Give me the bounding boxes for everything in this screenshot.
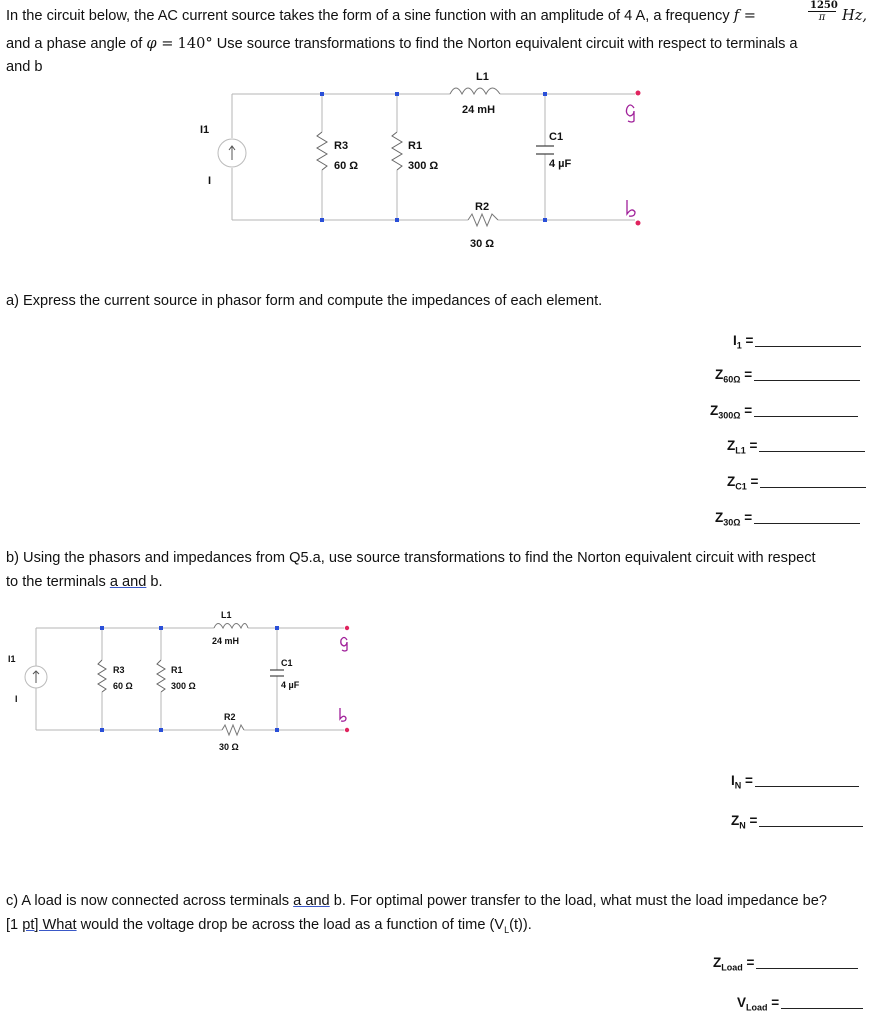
r2-name: R2 — [224, 712, 236, 722]
answer-field[interactable] — [737, 995, 863, 1013]
answer-equals: = — [740, 510, 753, 525]
frequency-fraction — [808, 0, 836, 23]
answer-subscript: L1 — [735, 445, 746, 456]
answer-equals: = — [767, 995, 780, 1010]
part-b-question-line-1: b) Using the phasors and impedances from Q5.a, use source transformations to find the Norton equivalent circuit with respect — [6, 550, 816, 566]
resistor-r3-icon — [317, 132, 327, 170]
r1-value: 300 Ω — [408, 160, 439, 172]
answer-label — [715, 510, 754, 528]
part-b-question-line-2 — [6, 570, 163, 594]
r3-name: R3 — [113, 665, 125, 675]
r3-value: 60 Ω — [334, 160, 359, 172]
answer-label — [713, 955, 756, 973]
answer-blank-line[interactable] — [760, 486, 866, 488]
answer-blank-line[interactable] — [759, 450, 865, 452]
source-label: I1 — [8, 654, 16, 664]
answer-equals: = — [746, 474, 759, 489]
intro-line-2 — [6, 32, 798, 56]
source-current-label: I — [15, 694, 18, 704]
handwritten-a-icon — [626, 105, 634, 122]
r1-name: R1 — [171, 665, 183, 675]
answer-equals: = — [741, 333, 754, 348]
r1-value: 300 Ω — [171, 681, 196, 691]
answer-symbol: V — [737, 995, 747, 1010]
r2-value: 30 Ω — [470, 238, 495, 250]
source-current-label: I — [208, 175, 212, 187]
phase-value: 140° — [177, 35, 213, 52]
answer-symbol: I — [733, 333, 737, 348]
answer-subscript: 300Ω — [718, 410, 741, 421]
part-c-text: c) A load is now connected across terminals — [6, 893, 294, 909]
r2-value: 30 Ω — [219, 742, 239, 752]
resistor-r1-icon — [392, 132, 402, 170]
part-c-underlined: pt] What — [22, 917, 77, 933]
terminal-b-dot — [636, 221, 641, 226]
intro-line-3: and b — [6, 59, 43, 75]
terminal-b-dot — [345, 728, 349, 732]
resistor-r2-icon — [222, 725, 244, 735]
answer-equals: = — [740, 403, 753, 418]
l1-name: L1 — [221, 610, 232, 620]
answer-blank-line[interactable] — [781, 1007, 863, 1009]
part-b-text: b. — [146, 574, 163, 590]
answer-symbol: Z — [710, 403, 719, 418]
frequency-numerator: 1250 — [810, 0, 838, 11]
circuit-diagram-1 — [190, 64, 660, 254]
part-b-text: to the terminals — [6, 574, 110, 590]
answer-blank-line[interactable] — [755, 345, 861, 347]
answer-subscript: 1 — [736, 340, 742, 351]
answer-field[interactable] — [733, 333, 861, 351]
resistor-r1-icon — [157, 660, 165, 692]
inductor-l1-icon — [214, 624, 248, 629]
part-c-text: [1 — [6, 917, 23, 933]
answer-symbol: Z — [731, 813, 740, 828]
answer-subscript: C1 — [735, 481, 747, 492]
part-c-text: b. For optimal power transfer to the load, what must the load impedance be? — [329, 893, 827, 909]
handwritten-a-icon — [341, 638, 347, 652]
answer-subscript: 30Ω — [723, 517, 741, 528]
part-c-question-line-1 — [6, 889, 827, 913]
frequency-denominator: π — [818, 12, 826, 23]
part-c-text: would the voltage drop be across the load as a function of time (V — [76, 917, 505, 933]
answer-equals: = — [745, 438, 758, 453]
l1-name: L1 — [476, 71, 489, 83]
answer-label — [733, 333, 755, 351]
intro-text: Use source transformations to find the Norton equivalent circuit with respect to terminals a — [216, 36, 798, 52]
phase-symbol: φ = — [146, 35, 174, 52]
part-c-subscript: L — [504, 924, 510, 935]
terminal-a-dot — [345, 626, 349, 630]
circuit-diagram-2 — [0, 606, 370, 756]
frequency-unit: Hz, — [842, 7, 868, 24]
inductor-l1-icon — [450, 88, 500, 94]
amplitude-value: 4 A — [624, 8, 646, 24]
answer-label — [715, 367, 754, 385]
r1-name: R1 — [408, 140, 423, 152]
intro-text: and a phase angle of — [6, 36, 143, 52]
answer-label — [731, 773, 755, 791]
r2-name: R2 — [475, 201, 490, 213]
part-c-question-line-2 — [6, 913, 532, 942]
answer-field[interactable] — [727, 438, 865, 456]
l1-value: 24 mH — [212, 636, 240, 646]
intro-text: In the circuit below, the AC current source takes the form of a sine function with an amplitude of — [6, 8, 621, 24]
part-c-text: (t)). — [509, 917, 532, 933]
answer-blank-line[interactable] — [755, 785, 859, 787]
r3-value: 60 Ω — [113, 681, 133, 691]
answer-equals: = — [740, 367, 753, 382]
r3-name: R3 — [334, 140, 349, 152]
answer-symbol: Z — [727, 474, 736, 489]
terminal-a-dot — [636, 91, 641, 96]
answer-equals: = — [742, 955, 755, 970]
frequency-symbol: f = — [733, 7, 756, 24]
answer-symbol: Z — [727, 438, 736, 453]
answer-label — [737, 995, 781, 1013]
intro-text: , a frequency — [645, 8, 730, 24]
handwritten-b-icon — [340, 708, 346, 721]
answer-subscript: N — [734, 780, 742, 791]
answer-label — [727, 438, 759, 456]
answer-subscript: 60Ω — [723, 374, 741, 385]
part-a-question: a) Express the current source in phasor form and compute the impedances of each element. — [6, 293, 603, 309]
answer-blank-line[interactable] — [756, 967, 858, 969]
answer-field[interactable] — [715, 367, 860, 385]
answer-subscript: Load — [746, 1002, 768, 1013]
answer-field[interactable] — [731, 813, 863, 831]
answer-symbol: Z — [713, 955, 722, 970]
answer-blank-line[interactable] — [759, 825, 863, 827]
part-b-underlined: a and — [109, 574, 147, 590]
answer-label — [727, 474, 760, 492]
answer-field[interactable] — [727, 474, 866, 492]
intro-line-1 — [6, 4, 756, 28]
source-label: I1 — [200, 124, 210, 136]
answer-label — [710, 403, 754, 421]
resistor-r2-icon — [468, 214, 498, 226]
answer-symbol: Z — [715, 510, 724, 525]
resistor-r3-icon — [98, 660, 106, 692]
answer-field[interactable] — [710, 403, 858, 421]
l1-value: 24 mH — [462, 104, 496, 116]
answer-subscript: Load — [721, 962, 743, 973]
answer-field[interactable] — [713, 955, 858, 973]
answer-subscript: N — [739, 820, 746, 831]
answer-blank-line[interactable] — [754, 379, 860, 381]
answer-label — [731, 813, 759, 831]
answer-equals: = — [741, 773, 753, 788]
answer-field[interactable] — [715, 510, 860, 528]
answer-blank-line[interactable] — [754, 522, 860, 524]
answer-field[interactable] — [731, 773, 859, 791]
c1-name: C1 — [549, 131, 564, 143]
c1-name: C1 — [281, 658, 293, 668]
answer-symbol: Z — [715, 367, 724, 382]
answer-symbol: I — [731, 773, 735, 788]
c1-value: 4 µF — [549, 158, 572, 170]
handwritten-b-icon — [627, 200, 635, 216]
answer-equals: = — [745, 813, 758, 828]
part-c-underlined: a and — [293, 893, 330, 909]
c1-value: 4 µF — [281, 680, 300, 690]
answer-blank-line[interactable] — [754, 415, 858, 417]
